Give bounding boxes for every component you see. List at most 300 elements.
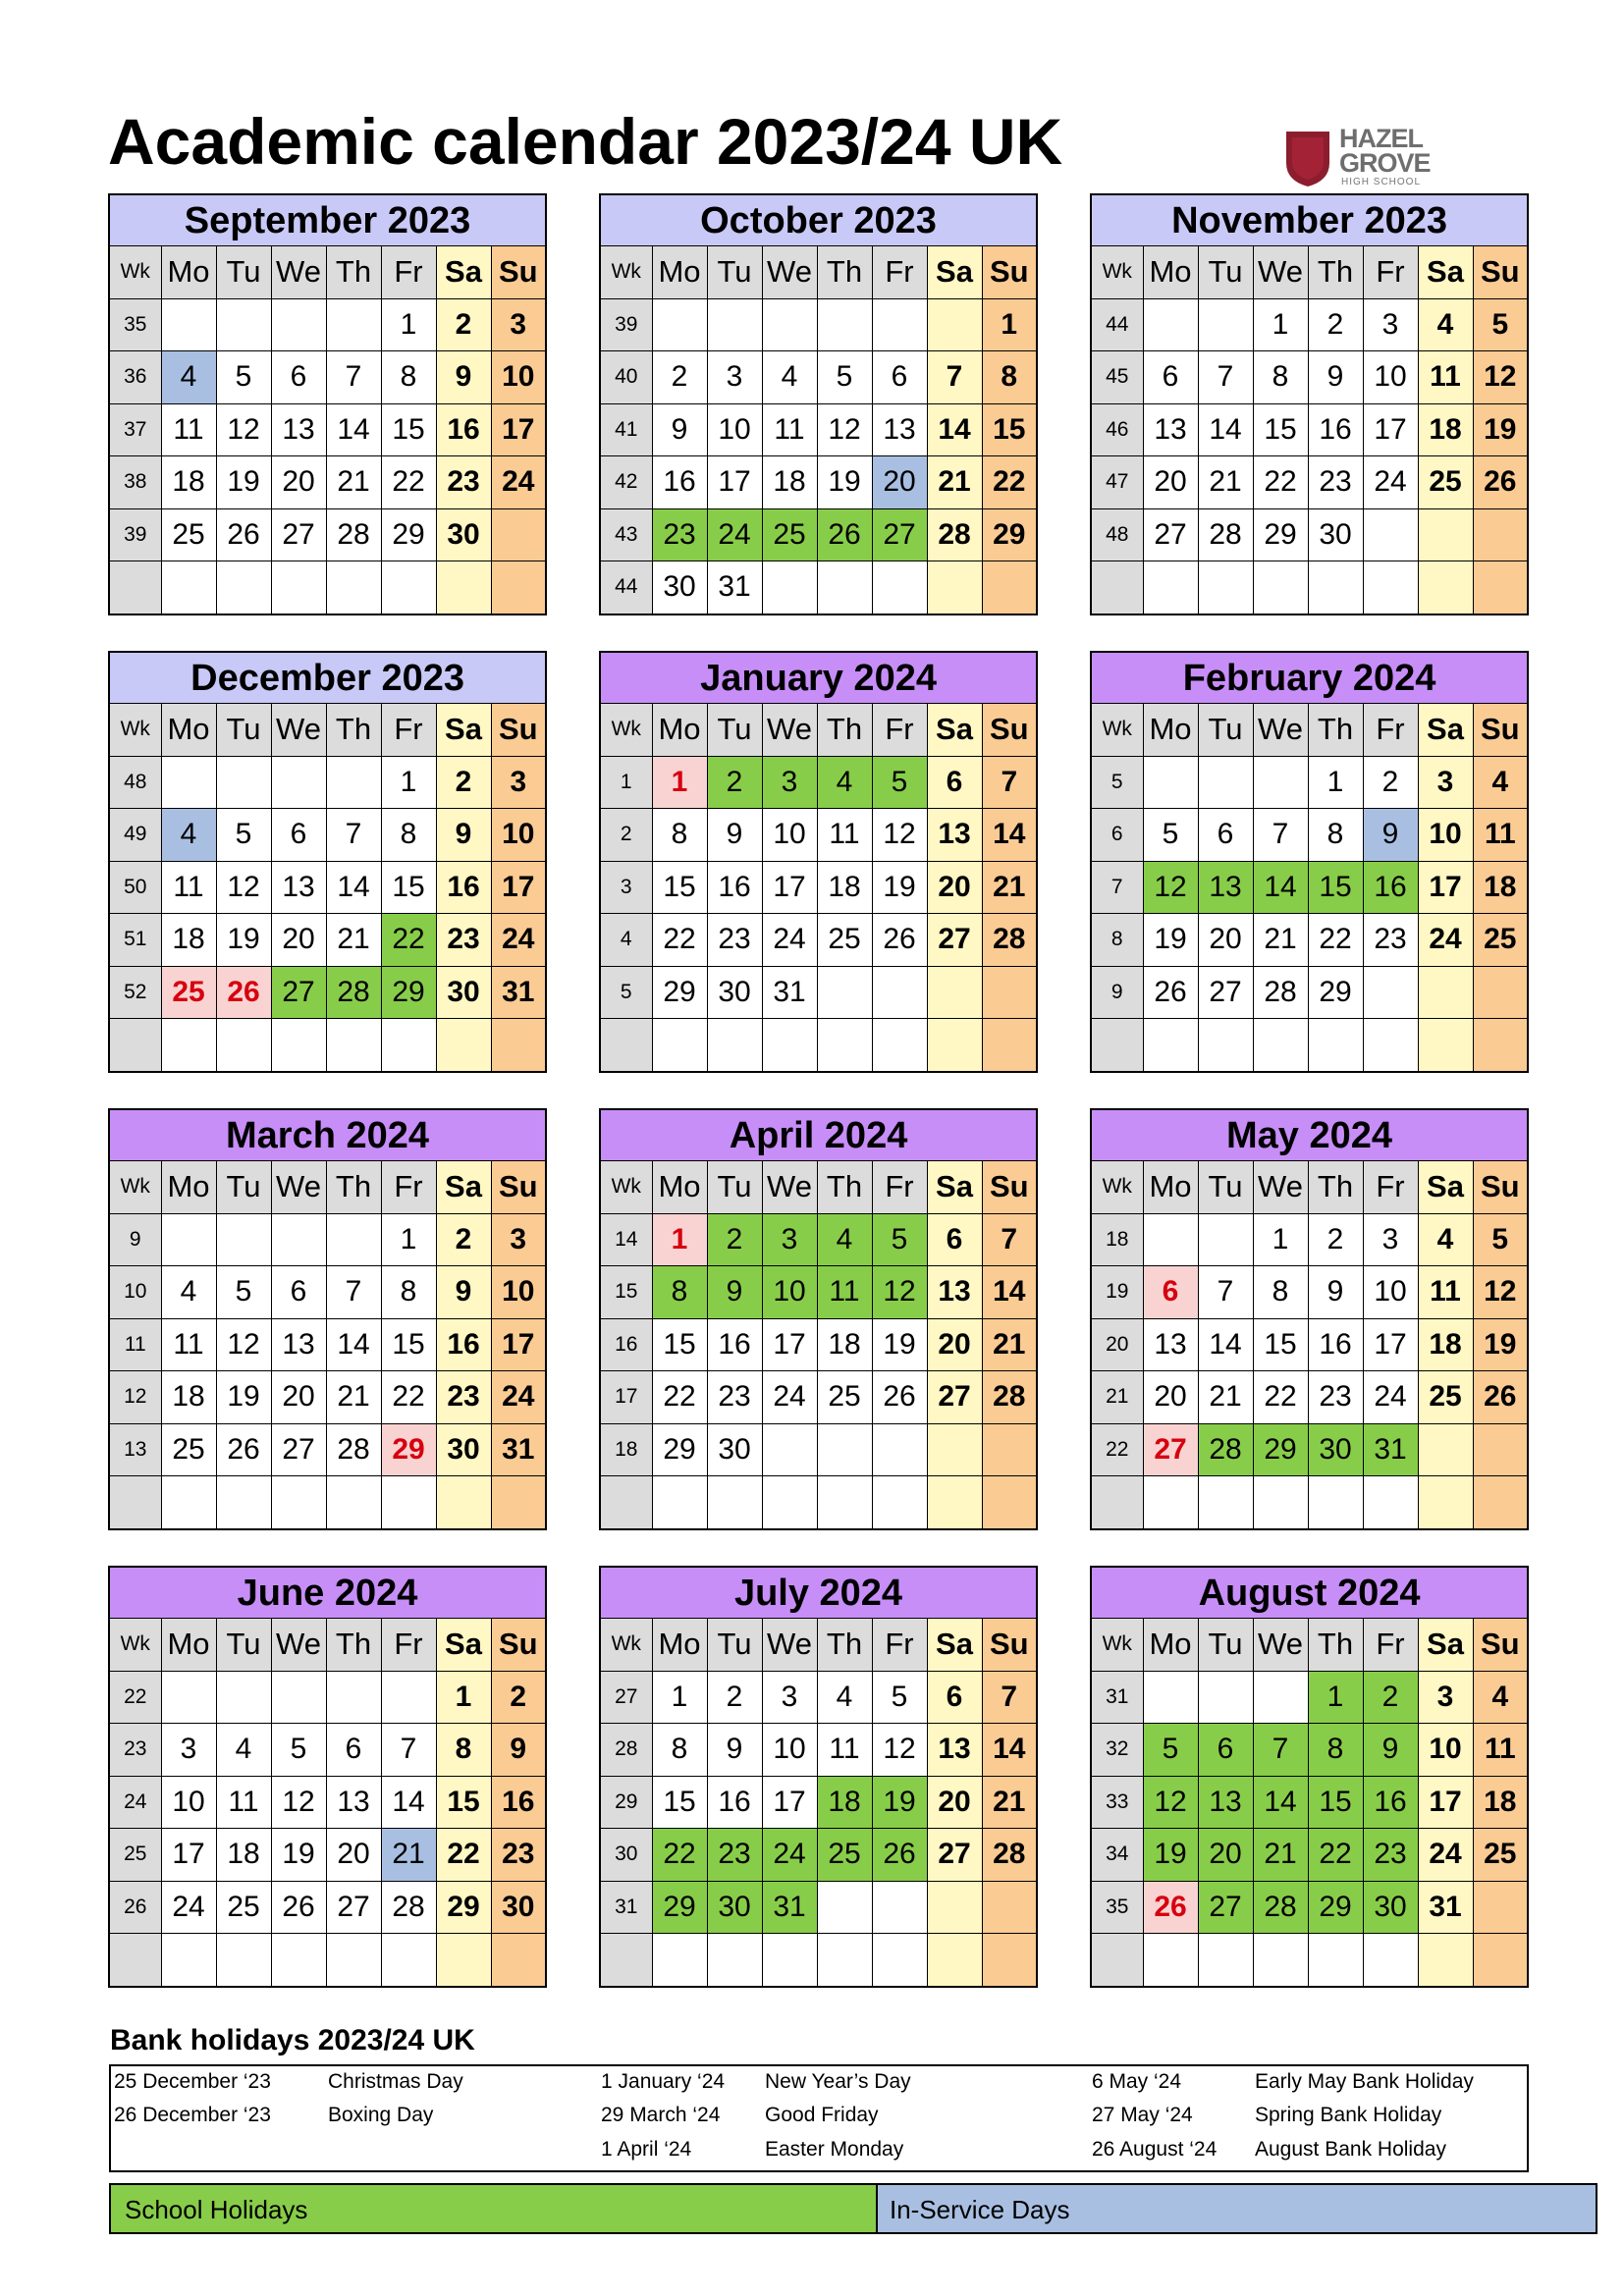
day-cell: 12 — [817, 403, 872, 456]
empty-day-cell — [271, 1934, 326, 1987]
day-cell: 1 — [1308, 1671, 1363, 1724]
day-cell: 28 — [1198, 1423, 1253, 1476]
month-title: January 2024 — [600, 652, 1037, 704]
weekday-header: Fr — [1363, 1161, 1418, 1214]
day-cell: 6 — [927, 1671, 982, 1724]
day-cell: 19 — [216, 1371, 271, 1424]
week-number: 28 — [600, 1724, 652, 1777]
day-cell: 5 — [216, 351, 271, 404]
weekday-header: Fr — [381, 246, 436, 299]
day-cell: 27 — [1198, 1881, 1253, 1934]
empty-day-cell — [161, 298, 216, 351]
day-cell: 16 — [436, 403, 491, 456]
day-cell: 22 — [381, 914, 436, 967]
empty-day-cell — [652, 1934, 707, 1987]
day-cell: 20 — [1143, 1371, 1198, 1424]
empty-day-cell — [161, 756, 216, 809]
day-cell: 13 — [1143, 403, 1198, 456]
day-cell: 8 — [436, 1724, 491, 1777]
day-cell: 10 — [1363, 351, 1418, 404]
day-cell: 6 — [1143, 1266, 1198, 1319]
day-cell: 6 — [1143, 351, 1198, 404]
week-number-header: Wk — [600, 704, 652, 757]
empty-day-cell — [652, 1476, 707, 1529]
empty-day-cell — [927, 1423, 982, 1476]
empty-day-cell — [817, 966, 872, 1019]
empty-day-cell — [161, 1671, 216, 1724]
day-cell: 3 — [1363, 1213, 1418, 1266]
weekday-header: Sa — [1418, 1619, 1473, 1672]
weekday-header: Su — [982, 704, 1037, 757]
month-title: June 2024 — [109, 1567, 546, 1619]
empty-day-cell — [1418, 1934, 1473, 1987]
day-cell: 5 — [271, 1724, 326, 1777]
week-number — [109, 1019, 161, 1072]
day-cell: 26 — [216, 966, 271, 1019]
weekday-header: Tu — [1198, 1161, 1253, 1214]
weekday-header: We — [271, 1619, 326, 1672]
empty-day-cell — [1473, 1019, 1528, 1072]
weekday-header: Tu — [707, 1619, 762, 1672]
logo-text-high-school: HIGH SCHOOL — [1341, 177, 1422, 187]
day-cell: 23 — [436, 456, 491, 509]
week-number: 43 — [600, 508, 652, 561]
day-cell: 24 — [491, 456, 546, 509]
empty-day-cell — [271, 1671, 326, 1724]
day-cell: 17 — [491, 861, 546, 914]
day-cell: 15 — [1308, 1776, 1363, 1829]
day-cell: 1 — [1253, 298, 1308, 351]
day-cell: 9 — [707, 809, 762, 862]
day-cell: 21 — [1198, 1371, 1253, 1424]
day-cell: 7 — [326, 351, 381, 404]
day-cell: 20 — [326, 1829, 381, 1882]
day-cell: 1 — [1253, 1213, 1308, 1266]
weekday-header: Mo — [1143, 1161, 1198, 1214]
day-cell: 22 — [1253, 456, 1308, 509]
logo-text-grove: GROVE — [1339, 148, 1431, 178]
weekday-header: We — [271, 246, 326, 299]
day-cell: 1 — [652, 1213, 707, 1266]
day-cell: 3 — [1418, 756, 1473, 809]
week-number: 51 — [109, 914, 161, 967]
day-cell: 28 — [1253, 966, 1308, 1019]
weekday-header: Fr — [1363, 246, 1418, 299]
empty-day-cell — [1363, 508, 1418, 561]
day-cell: 26 — [817, 508, 872, 561]
day-cell: 30 — [1363, 1881, 1418, 1934]
day-cell: 5 — [872, 756, 927, 809]
day-cell: 18 — [161, 1371, 216, 1424]
week-number: 9 — [1091, 966, 1143, 1019]
day-cell: 10 — [161, 1776, 216, 1829]
day-cell: 2 — [1363, 756, 1418, 809]
day-cell: 19 — [216, 456, 271, 509]
day-cell: 8 — [381, 809, 436, 862]
day-cell: 11 — [1473, 1724, 1528, 1777]
week-number: 38 — [109, 456, 161, 509]
empty-day-cell — [872, 1423, 927, 1476]
month-calendar — [108, 1108, 547, 1530]
weekday-header: Tu — [216, 704, 271, 757]
day-cell: 14 — [1253, 861, 1308, 914]
day-cell: 29 — [652, 1423, 707, 1476]
empty-day-cell — [1143, 1671, 1198, 1724]
day-cell: 21 — [326, 914, 381, 967]
legend — [109, 2183, 1597, 2234]
day-cell: 3 — [491, 298, 546, 351]
empty-day-cell — [707, 298, 762, 351]
empty-day-cell — [271, 1476, 326, 1529]
day-cell: 30 — [436, 966, 491, 1019]
weekday-header: Fr — [872, 246, 927, 299]
empty-day-cell — [982, 966, 1037, 1019]
legend-in-service-days: In-Service Days — [878, 2185, 1596, 2232]
empty-day-cell — [707, 1934, 762, 1987]
day-cell: 25 — [817, 914, 872, 967]
week-number: 23 — [109, 1724, 161, 1777]
day-cell: 29 — [982, 508, 1037, 561]
empty-day-cell — [1253, 1934, 1308, 1987]
week-number-header: Wk — [600, 246, 652, 299]
day-cell: 28 — [982, 1829, 1037, 1882]
day-cell: 25 — [161, 1423, 216, 1476]
day-cell: 27 — [271, 508, 326, 561]
day-cell: 23 — [707, 914, 762, 967]
day-cell: 18 — [817, 1776, 872, 1829]
empty-day-cell — [436, 1019, 491, 1072]
weekday-header: We — [1253, 246, 1308, 299]
week-number: 20 — [1091, 1318, 1143, 1371]
week-number: 41 — [600, 403, 652, 456]
day-cell: 16 — [491, 1776, 546, 1829]
day-cell: 25 — [216, 1881, 271, 1934]
month-calendar — [1090, 651, 1529, 1073]
week-number: 4 — [600, 914, 652, 967]
shield-icon — [1284, 128, 1331, 188]
day-cell: 12 — [1143, 861, 1198, 914]
day-cell: 12 — [872, 1266, 927, 1319]
day-cell: 18 — [216, 1829, 271, 1882]
day-cell: 26 — [872, 1829, 927, 1882]
empty-day-cell — [1418, 1476, 1473, 1529]
day-cell: 9 — [436, 809, 491, 862]
day-cell: 19 — [1473, 1318, 1528, 1371]
empty-day-cell — [1418, 561, 1473, 614]
day-cell: 9 — [1363, 809, 1418, 862]
empty-day-cell — [491, 508, 546, 561]
weekday-header: Tu — [707, 246, 762, 299]
day-cell: 15 — [436, 1776, 491, 1829]
day-cell: 11 — [161, 861, 216, 914]
day-cell: 13 — [927, 809, 982, 862]
empty-day-cell — [1473, 1423, 1528, 1476]
day-cell: 23 — [652, 508, 707, 561]
day-cell: 7 — [1253, 809, 1308, 862]
empty-day-cell — [817, 1934, 872, 1987]
day-cell: 23 — [1308, 1371, 1363, 1424]
day-cell: 9 — [1308, 1266, 1363, 1319]
weekday-header: Su — [982, 1619, 1037, 1672]
day-cell: 7 — [982, 1213, 1037, 1266]
week-number: 9 — [109, 1213, 161, 1266]
empty-day-cell — [762, 1423, 817, 1476]
day-cell: 19 — [817, 456, 872, 509]
empty-day-cell — [1198, 1671, 1253, 1724]
day-cell: 7 — [982, 756, 1037, 809]
week-number: 35 — [1091, 1881, 1143, 1934]
weekday-header: Su — [491, 1161, 546, 1214]
day-cell: 16 — [436, 1318, 491, 1371]
day-cell: 24 — [1363, 456, 1418, 509]
day-cell: 3 — [762, 1213, 817, 1266]
day-cell: 23 — [707, 1371, 762, 1424]
day-cell: 17 — [1363, 403, 1418, 456]
empty-day-cell — [982, 1019, 1037, 1072]
weekday-header: Sa — [927, 1619, 982, 1672]
weekday-header: Mo — [161, 246, 216, 299]
day-cell: 22 — [381, 456, 436, 509]
day-cell: 28 — [927, 508, 982, 561]
weekday-header: Tu — [216, 1161, 271, 1214]
week-number: 40 — [600, 351, 652, 404]
day-cell: 17 — [491, 1318, 546, 1371]
empty-day-cell — [872, 561, 927, 614]
week-number: 1 — [600, 756, 652, 809]
week-number: 49 — [109, 809, 161, 862]
day-cell: 21 — [982, 1318, 1037, 1371]
week-number: 44 — [1091, 298, 1143, 351]
day-cell: 17 — [707, 456, 762, 509]
day-cell: 19 — [872, 1318, 927, 1371]
day-cell: 24 — [1418, 914, 1473, 967]
day-cell: 20 — [1198, 1829, 1253, 1882]
empty-day-cell — [982, 1881, 1037, 1934]
day-cell: 21 — [927, 456, 982, 509]
empty-day-cell — [1143, 1934, 1198, 1987]
day-cell: 16 — [436, 861, 491, 914]
empty-day-cell — [1363, 966, 1418, 1019]
week-number — [1091, 1934, 1143, 1987]
day-cell: 7 — [1253, 1724, 1308, 1777]
empty-day-cell — [927, 1476, 982, 1529]
day-cell: 28 — [1198, 508, 1253, 561]
day-cell: 10 — [491, 351, 546, 404]
day-cell: 13 — [1198, 861, 1253, 914]
day-cell: 12 — [271, 1776, 326, 1829]
day-cell: 14 — [1253, 1776, 1308, 1829]
day-cell: 15 — [652, 861, 707, 914]
week-number: 47 — [1091, 456, 1143, 509]
empty-day-cell — [762, 1476, 817, 1529]
day-cell: 19 — [216, 914, 271, 967]
day-cell: 4 — [161, 809, 216, 862]
day-cell: 26 — [271, 1881, 326, 1934]
week-number: 31 — [1091, 1671, 1143, 1724]
day-cell: 2 — [436, 298, 491, 351]
week-number: 37 — [109, 403, 161, 456]
day-cell: 24 — [491, 914, 546, 967]
weekday-header: Sa — [927, 1161, 982, 1214]
weekday-header: Fr — [872, 704, 927, 757]
week-number-header: Wk — [109, 246, 161, 299]
month-calendar — [599, 1566, 1038, 1988]
day-cell: 15 — [652, 1776, 707, 1829]
school-logo — [1284, 126, 1461, 190]
empty-day-cell — [1143, 1019, 1198, 1072]
empty-day-cell — [982, 1934, 1037, 1987]
day-cell: 8 — [1253, 351, 1308, 404]
empty-day-cell — [1308, 1476, 1363, 1529]
weekday-header: Th — [817, 246, 872, 299]
week-number — [600, 1476, 652, 1529]
day-cell: 27 — [927, 1371, 982, 1424]
weekday-header: Mo — [652, 704, 707, 757]
empty-day-cell — [326, 561, 381, 614]
empty-day-cell — [1363, 1019, 1418, 1072]
week-number: 45 — [1091, 351, 1143, 404]
week-number-header: Wk — [1091, 1619, 1143, 1672]
week-number: 27 — [600, 1671, 652, 1724]
day-cell: 22 — [1308, 1829, 1363, 1882]
empty-day-cell — [216, 756, 271, 809]
day-cell: 24 — [161, 1881, 216, 1934]
empty-day-cell — [1143, 298, 1198, 351]
week-number-header: Wk — [1091, 1161, 1143, 1214]
day-cell: 3 — [1363, 298, 1418, 351]
day-cell: 21 — [381, 1829, 436, 1882]
day-cell: 15 — [381, 403, 436, 456]
day-cell: 22 — [652, 1829, 707, 1882]
day-cell: 14 — [1198, 1318, 1253, 1371]
weekday-header: Th — [326, 704, 381, 757]
weekday-header: Su — [1473, 1161, 1528, 1214]
weekday-header: We — [762, 1619, 817, 1672]
day-cell: 26 — [1473, 456, 1528, 509]
week-number: 2 — [600, 809, 652, 862]
day-cell: 13 — [326, 1776, 381, 1829]
weekday-header: Sa — [436, 704, 491, 757]
day-cell: 18 — [1473, 1776, 1528, 1829]
day-cell: 11 — [1418, 1266, 1473, 1319]
day-cell: 3 — [707, 351, 762, 404]
day-cell: 25 — [161, 508, 216, 561]
empty-day-cell — [216, 1671, 271, 1724]
day-cell: 15 — [1253, 1318, 1308, 1371]
day-cell: 6 — [271, 809, 326, 862]
weekday-header: Su — [982, 1161, 1037, 1214]
empty-day-cell — [216, 298, 271, 351]
day-cell: 21 — [326, 456, 381, 509]
empty-day-cell — [326, 1476, 381, 1529]
day-cell: 31 — [491, 1423, 546, 1476]
weekday-header: Fr — [381, 704, 436, 757]
empty-day-cell — [1363, 1934, 1418, 1987]
week-number-header: Wk — [600, 1619, 652, 1672]
day-cell: 1 — [381, 756, 436, 809]
day-cell: 14 — [381, 1776, 436, 1829]
day-cell: 5 — [1143, 1724, 1198, 1777]
week-number-header: Wk — [109, 1161, 161, 1214]
week-number: 42 — [600, 456, 652, 509]
day-cell: 2 — [652, 351, 707, 404]
empty-day-cell — [1198, 298, 1253, 351]
day-cell: 14 — [326, 861, 381, 914]
weekday-header: Tu — [216, 1619, 271, 1672]
week-number-header: Wk — [109, 1619, 161, 1672]
day-cell: 6 — [326, 1724, 381, 1777]
day-cell: 23 — [436, 914, 491, 967]
weekday-header: Th — [1308, 1619, 1363, 1672]
empty-day-cell — [491, 1934, 546, 1987]
day-cell: 11 — [1473, 809, 1528, 862]
day-cell: 26 — [872, 914, 927, 967]
week-number: 26 — [109, 1881, 161, 1934]
empty-day-cell — [1363, 1476, 1418, 1529]
day-cell: 12 — [216, 861, 271, 914]
day-cell: 13 — [271, 861, 326, 914]
weekday-header: Th — [326, 246, 381, 299]
empty-day-cell — [326, 1019, 381, 1072]
week-number: 15 — [600, 1266, 652, 1319]
month-calendar — [599, 193, 1038, 615]
day-cell: 1 — [1308, 756, 1363, 809]
day-cell: 17 — [762, 1318, 817, 1371]
bank-holiday-date: 26 December ‘23 — [114, 2104, 271, 2126]
day-cell: 25 — [817, 1371, 872, 1424]
day-cell: 15 — [381, 861, 436, 914]
day-cell: 29 — [1308, 1881, 1363, 1934]
week-number: 13 — [109, 1423, 161, 1476]
day-cell: 27 — [1143, 1423, 1198, 1476]
empty-day-cell — [381, 1019, 436, 1072]
week-number-header: Wk — [1091, 704, 1143, 757]
week-number — [600, 1934, 652, 1987]
day-cell: 6 — [927, 1213, 982, 1266]
bank-holiday-name: Good Friday — [765, 2104, 879, 2126]
day-cell: 17 — [762, 861, 817, 914]
empty-day-cell — [326, 1213, 381, 1266]
weekday-header: Th — [1308, 1161, 1363, 1214]
day-cell: 23 — [1363, 914, 1418, 967]
day-cell: 17 — [762, 1776, 817, 1829]
empty-day-cell — [1198, 1019, 1253, 1072]
day-cell: 7 — [1198, 1266, 1253, 1319]
day-cell: 27 — [326, 1881, 381, 1934]
weekday-header: Sa — [436, 1619, 491, 1672]
day-cell: 22 — [1308, 914, 1363, 967]
bank-holiday-name: Easter Monday — [765, 2138, 904, 2161]
day-cell: 4 — [1473, 1671, 1528, 1724]
day-cell: 19 — [1143, 914, 1198, 967]
day-cell: 1 — [982, 298, 1037, 351]
day-cell: 9 — [436, 351, 491, 404]
month-title: May 2024 — [1091, 1109, 1528, 1161]
weekday-header: Fr — [872, 1161, 927, 1214]
empty-day-cell — [762, 298, 817, 351]
day-cell: 13 — [1198, 1776, 1253, 1829]
month-calendar — [599, 651, 1038, 1073]
week-number: 36 — [109, 351, 161, 404]
empty-day-cell — [1198, 1934, 1253, 1987]
weekday-header: Mo — [1143, 246, 1198, 299]
empty-day-cell — [927, 1019, 982, 1072]
empty-day-cell — [326, 1934, 381, 1987]
day-cell: 3 — [491, 1213, 546, 1266]
weekday-header: Fr — [872, 1619, 927, 1672]
day-cell: 18 — [161, 456, 216, 509]
day-cell: 8 — [652, 1724, 707, 1777]
